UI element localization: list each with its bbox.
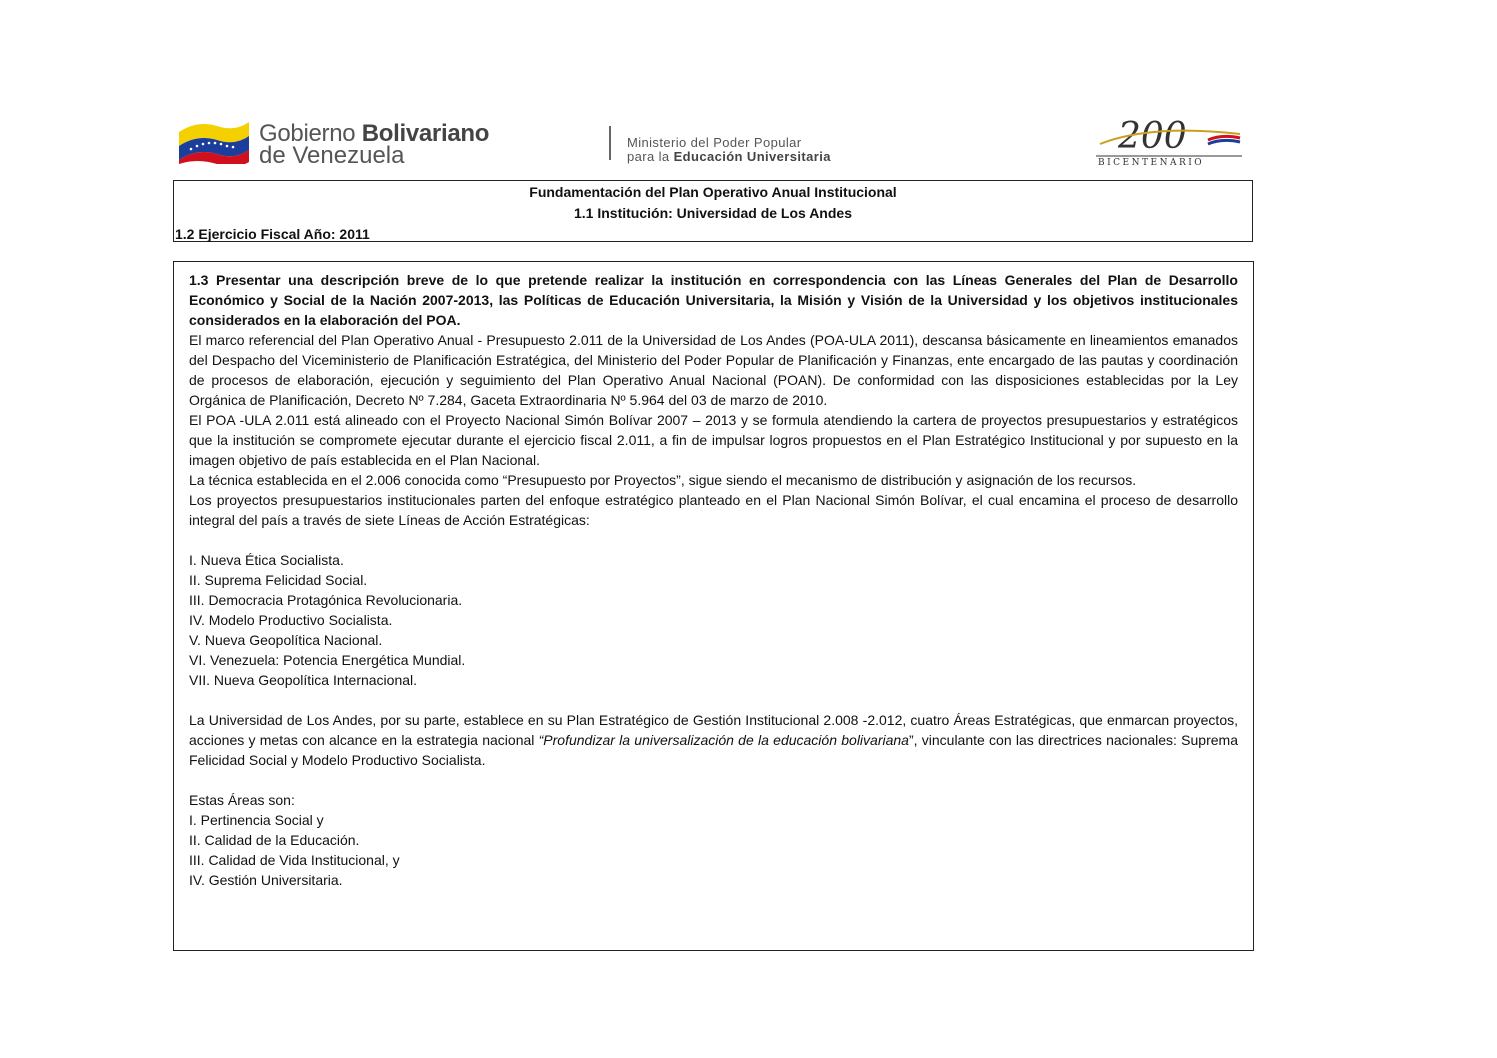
list-item: I. Pertinencia Social y	[189, 812, 324, 828]
list-item: I. Nueva Ética Socialista.	[189, 552, 344, 568]
institution-line: 1.1 Institución: Universidad de Los Andes	[574, 205, 852, 221]
ministerio-line2: para la Educación Universitaria	[627, 149, 831, 164]
list-item: IV. Gestión Universitaria.	[189, 872, 343, 888]
list-item: V. Nueva Geopolítica Nacional.	[189, 632, 383, 648]
list-item: III. Calidad de Vida Institucional, y	[189, 852, 400, 868]
list-item: II. Suprema Felicidad Social.	[189, 572, 368, 588]
list-item: IV. Modelo Productivo Socialista.	[189, 612, 393, 628]
gobierno-bolivariano-logo	[177, 116, 907, 169]
list-item: VII. Nueva Geopolítica Internacional.	[189, 672, 418, 688]
list-item: II. Calidad de la Educación.	[189, 832, 360, 848]
fiscal-year-line: 1.2 Ejercicio Fiscal Año: 2011	[175, 226, 370, 242]
gobierno-title-line2: de Venezuela	[259, 142, 405, 169]
areas-intro: Estas Áreas son:	[189, 792, 295, 808]
bicentenario-word: BICENTENARIO	[1098, 158, 1205, 168]
ministerio-line1: Ministerio del Poder Popular	[627, 135, 802, 150]
paragraph-marco-referencial: El marco referencial del Plan Operativo Anual - Presupuesto 2.011 de la Universidad de Los Andes (POA-ULA 2011), descansa básicamente en lineamientos emanados del Despacho del Viceministerio de Planificación Estratégica, del Ministerio del Poder Popular de Planificación y Finanzas, ente encargado de las pautas y coordinación de procesos de elaboración, ejecución y seguimiento del Plan Operativo Anual Nacional (POAN). De conformidad con las disposiciones establecidas por la Ley Orgánica de Planificación, Decreto Nº 7.284, Gaceta Extraordinaria Nº 5.964 del 03 de marzo de 2010.	[189, 332, 1238, 408]
description-content	[189, 270, 1238, 890]
title-box	[173, 180, 1253, 242]
venezuela-flag-icon	[177, 118, 251, 164]
paragraph-ula-areas: La Universidad de Los Andes, por su parte, establece en su Plan Estratégico de Gestión Institucional 2.008 -2.012, cuatro Áreas Estratégicas, que enmarcan proyectos, acciones y metas con alcance en la estrategia nacional “Profundizar la universalización de la educación bolivariana”, vinculante con las directrices nacionales: Suprema Felicidad Social y Modelo Productivo Socialista.	[189, 712, 1238, 768]
list-item: III. Democracia Protagónica Revolucionaria.	[189, 592, 463, 608]
list-item: VI. Venezuela: Potencia Energética Mundial.	[189, 652, 466, 668]
bicentenario-logo	[1090, 114, 1250, 170]
paragraph-poa-ula: El POA -ULA 2.011 está alineado con el Proyecto Nacional Simón Bolívar 2007 – 2013 y se formula atendiendo la cartera de proyectos presupuestarios y estratégicos que la institución se compromete ejecutar durante el ejercicio fiscal 2.011, a fin de impulsar logros propuestos en el Plan Estratégico Institucional y por supuesto en la imagen objetivo de país establecida en el Plan Nacional.	[189, 412, 1238, 468]
logo-separator	[609, 126, 611, 160]
bicentenario-number: 200	[1118, 116, 1187, 157]
question-heading: 1.3 Presentar una descripción breve de lo que pretende realizar la institución en correspondencia con las Líneas Generales del Plan de Desarrollo Económico y Social de la Nación 2007-2013, las Políticas de Educación Universitaria, la Misión y Visión de la Universidad y los objetivos institucionales considerados en la elaboración del POA.	[189, 272, 1238, 328]
description-box	[173, 261, 1254, 951]
document-title: Fundamentación del Plan Operativo Anual Institucional	[529, 184, 897, 200]
paragraph-proyectos: Los proyectos presupuestarios institucionales parten del enfoque estratégico planteado en el Plan Nacional Simón Bolívar, el cual encamina el proceso de desarrollo integral del país a través de siete Líneas de Acción Estratégicas:	[189, 492, 1238, 528]
paragraph-tecnica: La técnica establecida en el 2.006 conocida como “Presupuesto por Proyectos”, sigue siendo el mecanismo de distribución y asignación de los recursos.	[189, 472, 1137, 488]
gobierno-title-line1: Gobierno Bolivariano	[259, 120, 490, 147]
